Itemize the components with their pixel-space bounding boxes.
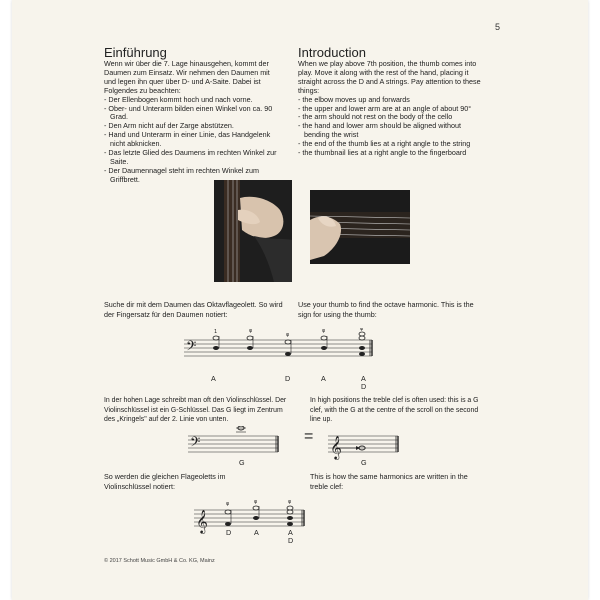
english-intro: When we play above 7th position, the thumb comes into play. Move it along with the rest of the hand, placing it straight across the D and A strings. Pay attention to these things:	[298, 59, 481, 95]
german-intro-block	[104, 60, 282, 185]
english-intro-block	[298, 60, 488, 158]
german-list	[104, 96, 282, 185]
note-label: A	[321, 374, 326, 383]
svg-text:φ: φ	[249, 328, 253, 334]
svg-text:1: 1	[214, 329, 218, 335]
list-item: - the elbow moves up and forwards	[298, 94, 410, 104]
list-item: - Das letzte Glied des Daumens im rechten Winkel zur Saite.	[104, 148, 277, 166]
page	[12, 0, 588, 600]
list-item: - Ober- und Unterarm bilden einen Winkel von ca. 90 Grad.	[104, 103, 273, 122]
treble-clef-icon: 𝄞	[196, 509, 208, 533]
photo-thumb-across-strings	[310, 190, 410, 264]
list-item: - Hand und Unterarm in einer Linie, das Handgelenk nicht abknicken.	[104, 130, 271, 149]
note-label: D	[226, 528, 232, 537]
list-item: - the end of the thumb lies at a right angle to the string	[298, 139, 471, 149]
note-label: A	[288, 528, 293, 537]
photo-thumb-position-hand	[214, 180, 292, 282]
german-harmonic-text: Suche dir mit dem Daumen das Oktavflageolett. So wird der Fingersatz für den Daumen notiert:	[104, 300, 283, 319]
english-harmonic-text: Use your thumb to find the octave harmonic. This is the sign for using the thumb:	[298, 300, 474, 319]
note-label: G	[361, 458, 367, 467]
heading-german: Einführung	[104, 44, 167, 60]
copyright-footer: © 2017 Schott Music GmbH & Co. KG, Mainz	[104, 558, 215, 564]
german-same-harmonics-text: So werden die gleichen Flageoletts im Violinschlüssel notiert:	[104, 472, 226, 491]
english-same-harmonics-text: This is how the same harmonics are written in the treble clef:	[310, 472, 468, 491]
svg-text:φ: φ	[360, 328, 364, 332]
english-treble-clef-text: In high positions the treble clef is often used: this is a G clef, with the G at the centre of the scroll on the second line up.	[310, 397, 479, 423]
list-item: - the arm should not rest on the body of the cello	[298, 112, 453, 122]
svg-text:φ: φ	[322, 328, 326, 334]
svg-text:φ: φ	[254, 500, 258, 505]
note-label: G	[239, 458, 245, 467]
list-item: - Der Daumennagel steht im rechten Winkel zum Griffbrett.	[104, 165, 259, 184]
note-label: D	[288, 536, 294, 545]
german-violin-clef-text: In der hohen Lage schreibt man oft den Violinschlüssel. Der Violinschlüssel ist ein G-Schlüssel. Das G liegt im Zentrum des „Kringels" auf der 2. Linie von unten.	[104, 397, 287, 423]
list-item: - the hand and lower arm should be aligned without bending the wrist	[298, 121, 462, 140]
page-number: 5	[494, 22, 500, 32]
bass-clef-icon: 𝄢	[186, 338, 197, 357]
note-label: A	[361, 374, 366, 383]
list-item: - Der Ellenbogen kommt hoch und nach vorne.	[104, 94, 253, 104]
english-list	[298, 96, 488, 158]
svg-text:φ: φ	[226, 501, 230, 507]
list-item: - the upper and lower arm are at an angle of about 90°	[298, 103, 472, 113]
bass-clef-icon: 𝄢	[190, 434, 201, 453]
bass-clef-g-staff	[188, 426, 280, 466]
note-label: D	[285, 374, 291, 383]
list-item: - Den Arm nicht auf der Zarge abstützen.	[104, 121, 234, 131]
treble-clef-icon: 𝄞	[330, 435, 342, 459]
german-intro: Wenn wir über die 7. Lage hinausgehen, kommt der Daumen zum Einsatz. Wir nehmen den Daumen mit und legen ihn quer über D- und A-Saite. Dabei ist Folgendes zu beachten:	[104, 59, 270, 95]
list-item: - the thumbnail lies at a right angle to the fingerboard	[298, 148, 467, 158]
equals-sign: =	[304, 428, 314, 445]
svg-text:φ: φ	[288, 500, 292, 505]
note-label: A	[254, 528, 259, 537]
heading-english: Introduction	[298, 44, 366, 60]
note-label: A	[211, 374, 216, 383]
note-label: D	[361, 382, 367, 391]
svg-text:φ: φ	[286, 332, 290, 338]
